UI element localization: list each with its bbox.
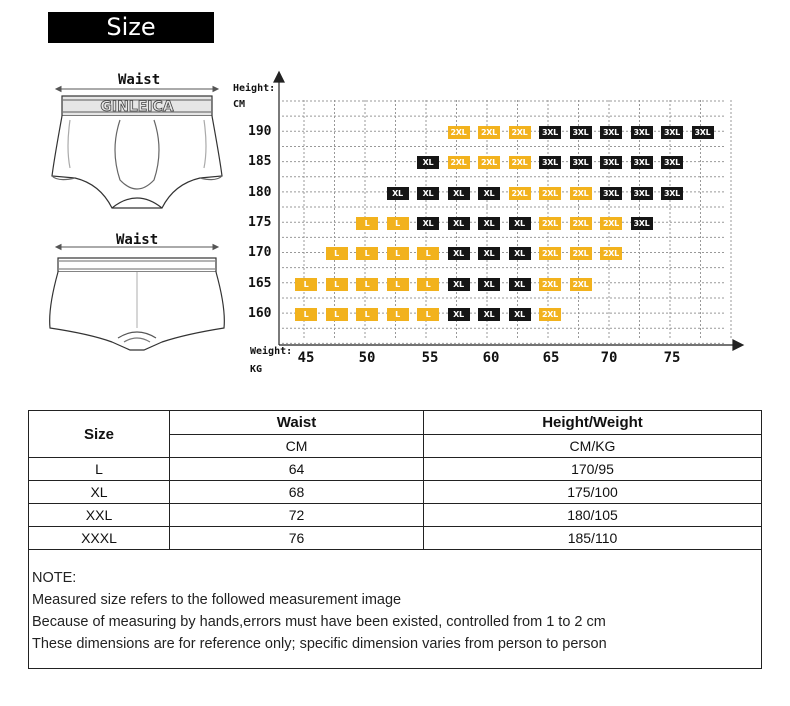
size-badge-xl: XL [509,217,531,230]
x-axis-title-unit: KG [250,364,263,375]
size-badge-xl: XL [448,308,470,321]
size-badge-2xl: 2XL [600,217,622,230]
size-badge-2xl: 2XL [570,187,592,200]
y-tick-label: 180 [248,184,272,200]
size-badge-xl: XL [509,247,531,260]
size-badge-l: L [356,217,378,230]
size-badge-l: L [356,278,378,291]
height-weight-cell: 175/100 [424,481,762,504]
size-badge-2xl: 2XL [509,126,531,139]
size-badge-3xl: 3XL [692,126,714,139]
size-badge-xl: XL [478,308,500,321]
size-badge-xl: XL [448,217,470,230]
size-title-banner: Size [48,12,214,43]
size-badge-l: L [417,308,439,321]
size-badge-l: L [295,278,317,291]
size-cell: L [29,458,170,481]
size-badge-l: L [417,278,439,291]
waist-cell: 72 [170,504,424,527]
size-badge-2xl: 2XL [478,126,500,139]
size-badge-l: L [326,247,348,260]
size-badge-l: L [356,247,378,260]
size-badge-2xl: 2XL [539,278,561,291]
size-badge-3xl: 3XL [570,126,592,139]
trunk-waist-label: Waist [116,232,159,248]
size-badge-xl: XL [417,187,439,200]
size-badge-xl: XL [509,278,531,291]
size-badge-xl: XL [417,156,439,169]
size-badge-2xl: 2XL [539,308,561,321]
x-tick-label: 45 [297,350,315,366]
size-badge-xl: XL [448,187,470,200]
x-axis-title-label: Weight: [250,346,293,357]
size-badge-2xl: 2XL [539,247,561,260]
size-badge-2xl: 2XL [570,247,592,260]
size-badge-xl: XL [417,217,439,230]
size-badge-3xl: 3XL [631,217,653,230]
size-badge-l: L [326,278,348,291]
waist-unit: CM [170,434,424,458]
x-tick-label: 60 [482,350,500,366]
size-badge-xl: XL [478,217,500,230]
size-badge-3xl: 3XL [600,156,622,169]
size-badge-l: L [387,278,409,291]
waist-cell: 68 [170,481,424,504]
size-badge-l: L [387,308,409,321]
size-badge-2xl: 2XL [570,278,592,291]
x-tick-label: 55 [421,350,439,366]
size-badge-l: L [387,217,409,230]
notes-line-2: Because of measuring by hands,errors must have been existed, controlled from 1 to 2 cm [32,614,606,630]
notes-line-1: Measured size refers to the followed measurement image [32,592,402,608]
x-tick-label: 75 [663,350,681,366]
size-badge-2xl: 2XL [509,187,531,200]
notes-box [28,550,762,669]
size-badge-l: L [417,247,439,260]
table-row [29,527,762,550]
y-tick-label: 175 [248,214,272,230]
y-tick-label: 160 [248,305,272,321]
table-row [29,481,762,504]
size-cell: XXXL [29,527,170,550]
size-badge-2xl: 2XL [509,156,531,169]
waist-cell: 76 [170,527,424,550]
size-badge-2xl: 2XL [539,217,561,230]
size-cell: XL [29,481,170,504]
height-weight-unit: CM/KG [424,434,762,458]
waist-header: Waist [170,411,424,435]
size-badge-3xl: 3XL [539,156,561,169]
size-badge-2xl: 2XL [448,156,470,169]
y-tick-label: 165 [248,275,272,291]
y-axis-title-label: Height: [233,83,276,94]
x-tick-label: 65 [542,350,560,366]
size-badge-2xl: 2XL [600,247,622,260]
notes-line-3: These dimensions are for reference only; specific dimension varies from person to person [32,636,607,652]
size-badge-xl: XL [448,278,470,291]
y-tick-label: 170 [248,245,272,261]
size-badge-2xl: 2XL [478,156,500,169]
size-badge-xl: XL [478,247,500,260]
height-weight-cell: 180/105 [424,504,762,527]
table-row [29,458,762,481]
size-badge-l: L [356,308,378,321]
y-tick-label: 185 [248,154,272,170]
height-weight-header: Height/Weight [424,411,762,435]
brand-logo: GINLEICA [100,99,174,115]
brief-waist-label: Waist [118,72,161,88]
size-badge-2xl: 2XL [570,217,592,230]
size-badge-3xl: 3XL [570,156,592,169]
x-tick-label: 50 [358,350,376,366]
size-badge-3xl: 3XL [631,156,653,169]
size-badge-3xl: 3XL [661,187,683,200]
size-badge-3xl: 3XL [631,187,653,200]
size-badge-3xl: 3XL [600,187,622,200]
x-tick-label: 70 [600,350,618,366]
size-badge-xl: XL [448,247,470,260]
size-badge-3xl: 3XL [661,156,683,169]
size-badge-l: L [295,308,317,321]
size-badge-l: L [326,308,348,321]
size-header: Size [29,411,170,458]
y-axis-title-unit: CM [233,99,246,110]
notes-title: NOTE: [32,570,77,586]
size-badge-3xl: 3XL [600,126,622,139]
height-weight-cell: 185/110 [424,527,762,550]
size-badge-2xl: 2XL [448,126,470,139]
height-weight-cell: 170/95 [424,458,762,481]
size-badge-xl: XL [509,308,531,321]
size-badge-3xl: 3XL [539,126,561,139]
size-cell: XXL [29,504,170,527]
size-badge-xl: XL [387,187,409,200]
size-badge-xl: XL [478,278,500,291]
size-badge-3xl: 3XL [631,126,653,139]
size-badge-3xl: 3XL [661,126,683,139]
table-row [29,504,762,527]
size-badge-2xl: 2XL [539,187,561,200]
size-badge-l: L [387,247,409,260]
y-tick-label: 190 [248,124,272,139]
size-table [28,410,762,550]
waist-cell: 64 [170,458,424,481]
size-badge-xl: XL [478,187,500,200]
